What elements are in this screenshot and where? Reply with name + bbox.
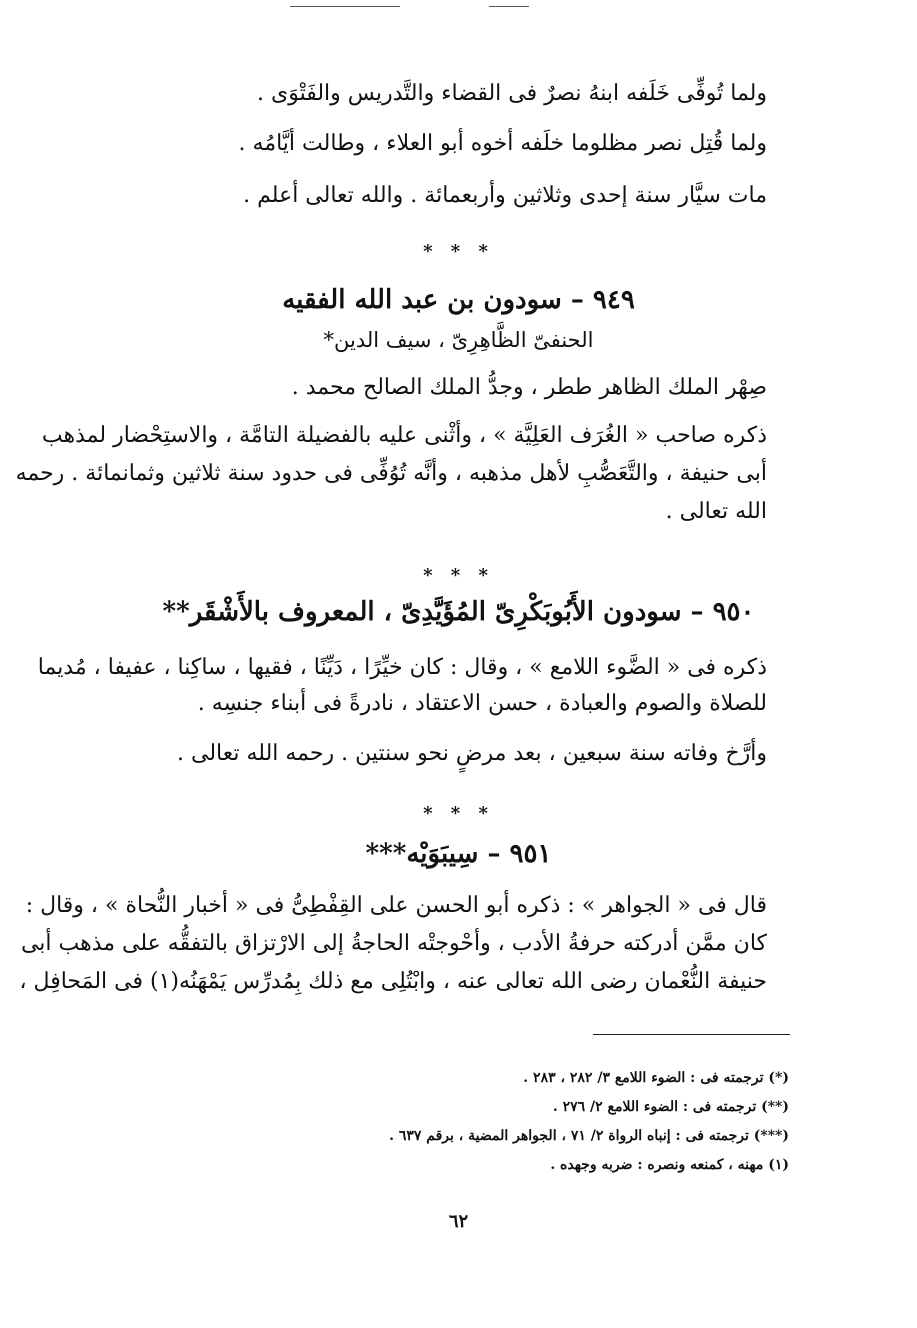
entry-line: قال فى « الجواهر » : ذكره أبو الحسن على القِفْطِىُّ فى « أخبار النُّحاة » ، وقال : (25, 893, 767, 918)
entry-line: كان ممَّن أدركته حرفةُ الأدب ، وأحْوجتْه الحاجةُ إلى الارْتزاق بالتفقُّه على مذهب أبى (20, 931, 767, 956)
entry-line: الله تعالى . (665, 499, 767, 524)
entry-line: للصلاة والصوم والعبادة ، حسن الاعتقاد ، نادرةً فى أبناء جنسِه . (197, 691, 767, 716)
entry-title: ٩٤٩ – سودون بن عبد الله الفقيه (282, 285, 635, 315)
intro-line: ولما تُوفِّى خَلَفه ابنهُ نصرٌ فى القضاء والتَّدريس والفَتْوَى . (257, 81, 767, 106)
entry-line: حنيفة النُّعْمان رضى الله تعالى عنه ، وابْتُلِى مع ذلك بِمُدرِّس يَمْهَنُه(١) فى المَحافِل ، (19, 969, 767, 994)
footnote: (*) ترجمته فى : الضوء اللامع ٣/ ٢٨٢ ، ٢٨٣ . (523, 1070, 789, 1086)
entry-title: ٩٥١ – سِيبَوَيْه*** (365, 839, 552, 869)
top-rule (290, 6, 400, 7)
entry-line: ذكره فى « الضَّوء اللامع » ، وقال : كان خيِّرًا ، دَيِّنًا ، فقيها ، ساكِنا ، عفيفا ، مُديما (37, 655, 767, 680)
entry-line: أبى حنيفة ، والتَّعَصُّبِ لأهل مذهبه ، وأنَّه تُوُفِّى فى حدود سنة ثلاثين وثمانمائة . رحمه (15, 461, 767, 486)
intro-line: مات سيَّار سنة إحدى وثلاثين وأربعمائة . والله تعالى أعلم . (243, 183, 767, 208)
footnote: (**) ترجمته فى : الضوء اللامع ٢/ ٢٧٦ . (552, 1099, 789, 1115)
entry-title: ٩٥٠ – سودون الأَبُوبَكْرِىّ المُؤَيَّدِىّ ، المعروف بالأَشْقَر** (162, 597, 755, 627)
intro-line: ولما قُتِل نصر مظلوما خلَفه أخوه أبو العلاء ، وطالت أيَّامُه . (238, 131, 767, 156)
entry-line: وأرَّخ وفاته سنة سبعين ، بعد مرضٍ نحو سنتين . رحمه الله تعالى . (177, 741, 767, 766)
section-separator: * * * (423, 803, 494, 824)
entry-line: ذكره صاحب « الغُرَف العَلِيَّة » ، وأثْنى عليه بالفضيلة التامَّة ، والاستِحْضار لمذهب (41, 423, 767, 448)
footnote: (***) ترجمته فى : إنباه الرواة ٢/ ٧١ ، الجواهر المضية ، برقم ٦٣٧ . (389, 1128, 789, 1144)
footnote: (١) مهنه ، كمنعه ونصره : ضربه وجهده . (550, 1157, 789, 1173)
page-number: ٦٢ (448, 1211, 469, 1232)
footnote-rule (593, 1034, 790, 1035)
entry-line: صِهْر الملك الظاهر ططر ، وجدُّ الملك الصالح محمد . (291, 375, 767, 400)
section-separator: * * * (423, 241, 494, 262)
entry-subtitle: الحنفىّ الظَّاهِرِىّ ، سيف الدين* (323, 328, 594, 352)
section-separator: * * * (423, 565, 494, 586)
top-rule-short (489, 6, 529, 7)
